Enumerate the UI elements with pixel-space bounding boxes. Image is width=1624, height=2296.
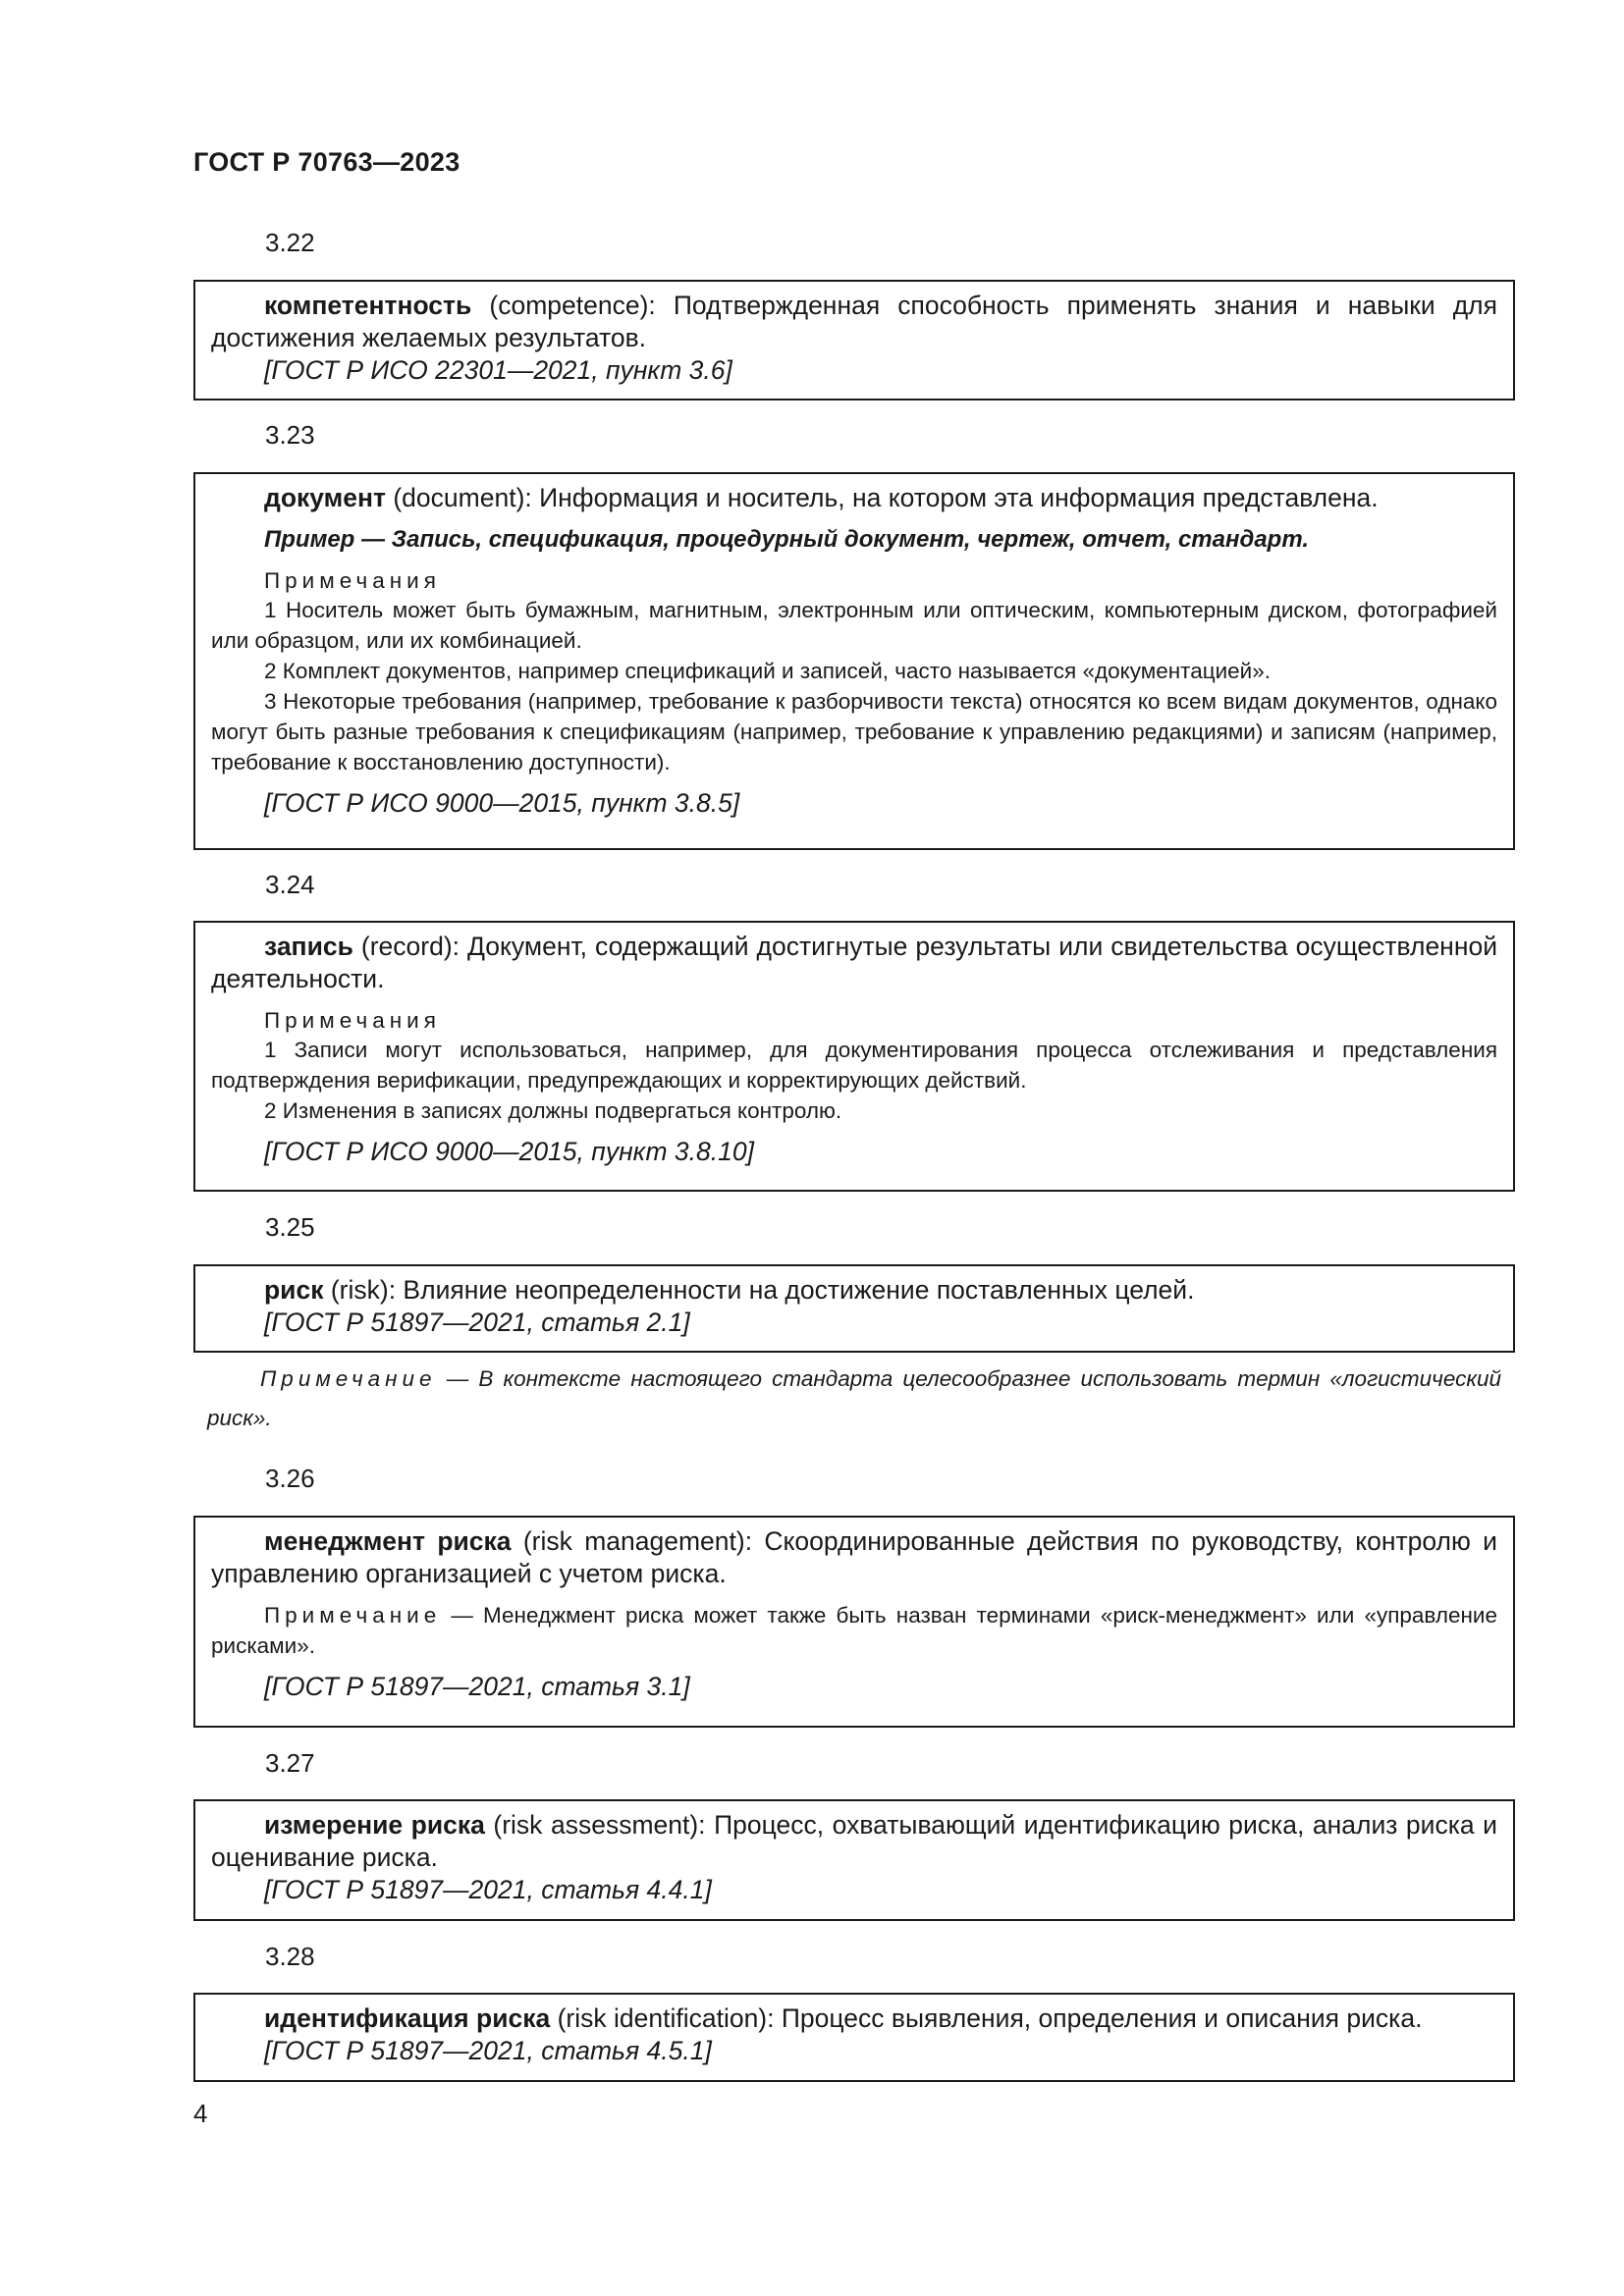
term-text: (record): Документ, содержащий достигнутые результаты или свидетельства осуществленной деятельности. bbox=[211, 932, 1497, 993]
term-box-risk-management bbox=[193, 1516, 1515, 1728]
term-definition bbox=[211, 290, 1497, 354]
term-text: (risk identification): Процесс выявления, определения и описания риска. bbox=[550, 2003, 1423, 2033]
term-definition bbox=[211, 1525, 1497, 1590]
term-number: 3.22 bbox=[265, 228, 315, 257]
term-name: измерение риска bbox=[264, 1810, 485, 1840]
term-source: [ГОСТ Р 51897—2021, статья 4.4.1] bbox=[264, 1875, 712, 1904]
term-box-risk-identification bbox=[193, 1993, 1515, 2082]
notes-title: Примечания bbox=[264, 568, 441, 593]
term-number: 3.23 bbox=[265, 420, 315, 450]
term-definition bbox=[211, 931, 1497, 995]
notes-title: Примечания bbox=[264, 1008, 441, 1033]
term-name: менеджмент риска bbox=[264, 1526, 512, 1556]
note-item: 2 Изменения в записях должны подвергаться контролю. bbox=[264, 1098, 842, 1123]
note-item: 1 Записи могут использоваться, например, для документирования процесса отслеживания и представления подтверждения верификации, предупреждающих и корректирующих действий. bbox=[211, 1038, 1497, 1093]
term-definition bbox=[211, 2002, 1497, 2035]
note-text: — Менеджмент риска может также быть назван терминами «риск-менеджмент» или «управление рисками». bbox=[211, 1603, 1497, 1658]
note-text: — В контексте настоящего стандарта целесообразнее использовать термин «логистический риск». bbox=[207, 1366, 1501, 1430]
term-text: (competence): Подтвержденная способность применять знания и навыки для достижения желаемых результатов. bbox=[211, 291, 1497, 352]
term-text: (risk): Влияние неопределенности на достижение поставленных целей. bbox=[323, 1275, 1195, 1305]
note-label: Примечание bbox=[264, 1603, 442, 1628]
term-text: (risk management): Скоординированные действия по руководству, контролю и управлению организацией с учетом риска. bbox=[211, 1526, 1497, 1588]
term-name: идентификация риска bbox=[264, 2003, 551, 2033]
term-source: [ГОСТ Р ИСО 9000—2015, пункт 3.8.5] bbox=[264, 788, 740, 818]
term-text: (document): Информация и носитель, на котором эта информация представлена. bbox=[386, 483, 1379, 512]
term-box-competence bbox=[193, 280, 1515, 400]
term-definition bbox=[211, 1274, 1497, 1307]
note-item: 3 Некоторые требования (например, требование к разборчивости текста) относятся ко всем видам документов, однако могут быть разные требования к спецификациям (например, требование к управлению редакциями) и записям (например, требование к восстановлению доступности). bbox=[211, 689, 1497, 774]
term-source: [ГОСТ Р ИСО 9000—2015, пункт 3.8.10] bbox=[264, 1137, 754, 1166]
document-header: ГОСТ Р 70763—2023 bbox=[193, 147, 460, 177]
term-definition bbox=[211, 482, 1497, 514]
term-name: компетентность bbox=[264, 291, 472, 320]
term-number: 3.27 bbox=[265, 1748, 315, 1778]
term-name: документ bbox=[264, 483, 386, 512]
note-item: 1 Носитель может быть бумажным, магнитным, электронным или оптическим, компьютерным диском, фотографией или образцом, или их комбинацией. bbox=[211, 598, 1497, 653]
term-box-risk-assessment bbox=[193, 1799, 1515, 1921]
term-number: 3.26 bbox=[265, 1464, 315, 1493]
term-source: [ГОСТ Р ИСО 22301—2021, пункт 3.6] bbox=[264, 355, 732, 385]
term-number: 3.28 bbox=[265, 1942, 315, 1971]
term-text: (risk assessment): Процесс, охватывающий идентификацию риска, анализ риска и оценивание риска. bbox=[211, 1810, 1497, 1872]
term-number: 3.24 bbox=[265, 870, 315, 899]
term-box-document bbox=[193, 472, 1515, 850]
note-item: 2 Комплект документов, например спецификаций и записей, часто называется «документацией». bbox=[264, 659, 1272, 683]
term-example: Пример — Запись, спецификация, процедурный документ, чертеж, отчет, стандарт. bbox=[264, 526, 1310, 553]
risk-context-note bbox=[207, 1360, 1501, 1438]
term-note bbox=[211, 1600, 1497, 1661]
term-source: [ГОСТ Р 51897—2021, статья 3.1] bbox=[264, 1672, 690, 1701]
term-box-risk bbox=[193, 1264, 1515, 1353]
term-box-record bbox=[193, 921, 1515, 1192]
term-source: [ГОСТ Р 51897—2021, статья 4.5.1] bbox=[264, 2036, 712, 2065]
term-name: риск bbox=[264, 1275, 324, 1305]
term-number: 3.25 bbox=[265, 1212, 315, 1242]
term-name: запись bbox=[264, 932, 353, 961]
term-source: [ГОСТ Р 51897—2021, статья 2.1] bbox=[264, 1308, 690, 1337]
note-label: Примечание bbox=[260, 1366, 437, 1391]
page-number: 4 bbox=[193, 2099, 208, 2128]
term-definition bbox=[211, 1809, 1497, 1874]
